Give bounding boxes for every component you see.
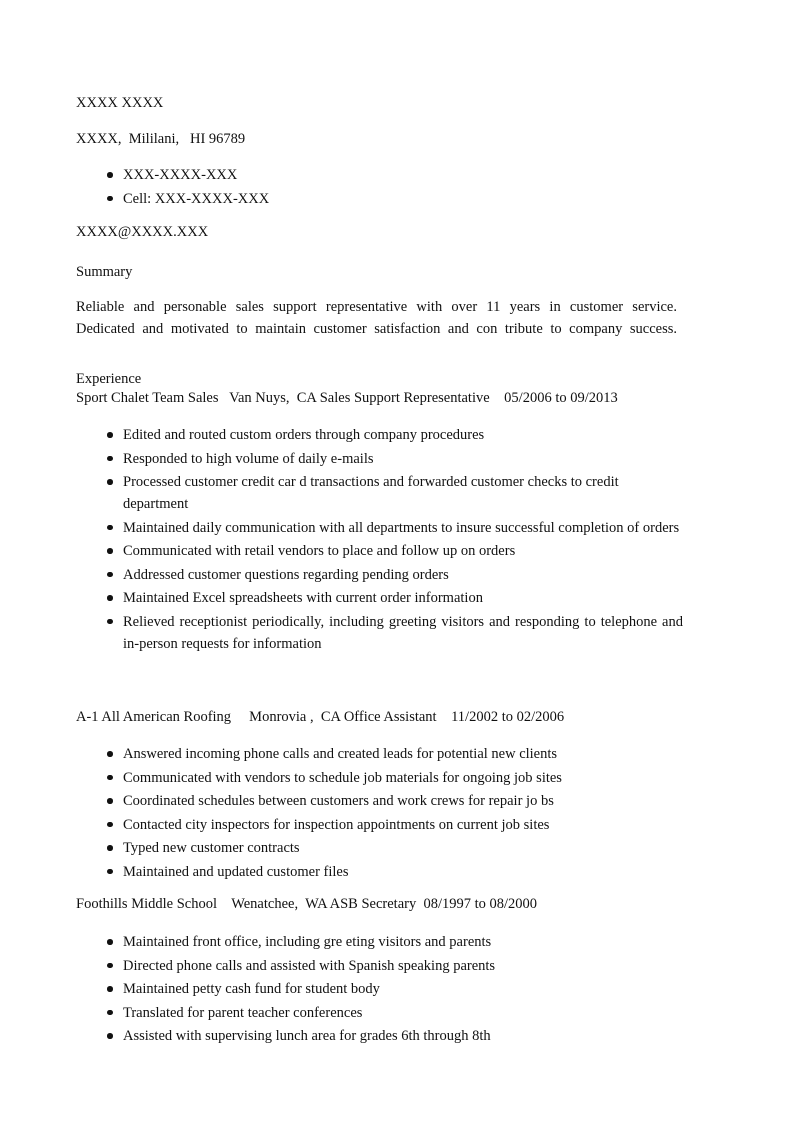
list-item: Maintained petty cash fund for student body [0, 978, 683, 1000]
list-item: Answered incoming phone calls and created leads for potential new clients [0, 743, 683, 765]
list-item: Assisted with supervising lunch area for grades 6th through 8th [0, 1025, 683, 1047]
phone-item: XXX-XXXX-XXX [0, 164, 683, 186]
list-item: Communicated with retail vendors to place and follow up on orders [0, 540, 683, 562]
phone-list [0, 164, 683, 211]
email-address: XXXX@XXXX.XXX [76, 224, 209, 240]
experience-heading: Experience [76, 371, 142, 387]
list-item: Processed customer credit car d transactions and forwarded customer checks to credit department [0, 471, 683, 515]
list-item: Maintained Excel spreadsheets with current order information [0, 587, 683, 609]
address-line: XXXX, Mililani, HI 96789 [76, 131, 246, 147]
job-title: Sport Chalet Team Sales Van Nuys, CA Sales Support Representative 05/2006 to 09/2013 [76, 390, 618, 406]
list-item: Contacted city inspectors for inspection appointments on current job sites [0, 814, 683, 836]
list-item: Coordinated schedules between customers and work crews for repair jo bs [0, 790, 683, 812]
phone-item: Cell: XXX-XXXX-XXX [0, 188, 683, 210]
list-item: Typed new customer contracts [0, 837, 683, 859]
list-item: Responded to high volume of daily e-mails [0, 448, 683, 470]
job-title: Foothills Middle School Wenatchee, WA ASB Secretary 08/1997 to 08/2000 [76, 896, 538, 912]
list-item: Addressed customer questions regarding pending orders [0, 564, 683, 586]
list-item: Translated for parent teacher conferences [0, 1002, 683, 1024]
list-item: Maintained and updated customer files [0, 861, 683, 883]
summary-line-1: Reliable and personable sales support representative with over 11 years in customer service. [76, 299, 677, 315]
summary-line-2: Dedicated and motivated to maintain customer satisfaction and con tribute to company success. [76, 321, 677, 337]
applicant-name: XXXX XXXX [76, 95, 164, 111]
job-duties-list [0, 743, 683, 884]
list-item: Communicated with vendors to schedule job materials for ongoing job sites [0, 767, 683, 789]
list-item: Edited and routed custom orders through company procedures [0, 424, 683, 446]
list-item: Directed phone calls and assisted with Spanish speaking parents [0, 955, 683, 977]
job-title: A-1 All American Roofing Monrovia , CA Office Assistant 11/2002 to 02/2006 [76, 709, 565, 725]
list-item: Relieved receptionist periodically, including greeting visitors and responding to telephone and in-person requests for information [0, 611, 683, 655]
job-duties-list [0, 931, 683, 1049]
list-item: Maintained daily communication with all departments to insure successful completion of orders [0, 517, 683, 539]
list-item: Maintained front office, including gre eting visitors and parents [0, 931, 683, 953]
summary-heading: Summary [76, 264, 133, 280]
job-duties-list [0, 424, 683, 656]
